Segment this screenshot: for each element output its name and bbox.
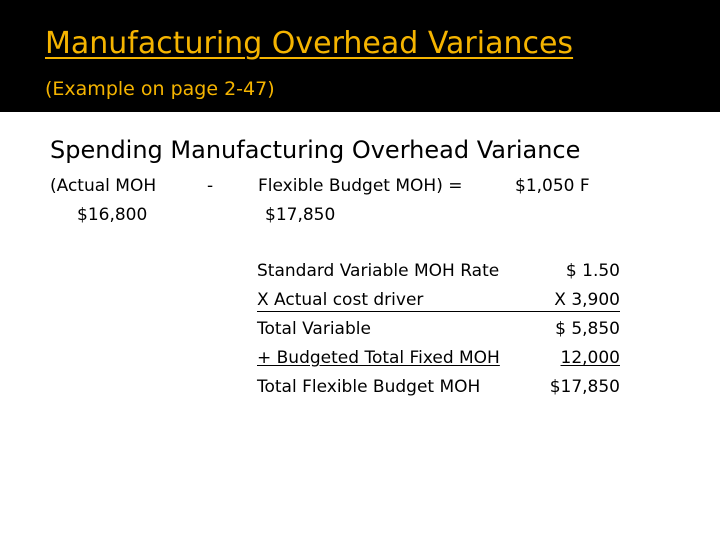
slide-subtitle: (Example on page 2-47) (45, 78, 275, 100)
section-heading: Spending Manufacturing Overhead Variance (50, 136, 581, 164)
underline-rule (257, 311, 620, 312)
breakdown-row-total-variable (257, 319, 620, 341)
flexible-budget-label: Flexible Budget MOH) = (258, 176, 463, 196)
breakdown-row-fixed-moh (257, 348, 620, 370)
breakdown-row-total-flexible (257, 377, 620, 399)
slide-title: Manufacturing Overhead Variances (45, 26, 574, 61)
breakdown-row-cost-driver (257, 290, 620, 312)
variance-result: $1,050 F (515, 176, 590, 196)
breakdown-label: Total Flexible Budget MOH (257, 377, 481, 397)
breakdown-value: $ 1.50 (565, 261, 620, 281)
breakdown-value: $ 5,850 (555, 319, 620, 339)
title-bar (0, 0, 720, 112)
actual-moh-label: (Actual MOH (50, 176, 157, 196)
breakdown-label: + Budgeted Total Fixed MOH (257, 348, 500, 368)
flexible-budget-value: $17,850 (265, 205, 336, 225)
breakdown-label: Standard Variable MOH Rate (257, 261, 500, 281)
breakdown-value: X 3,900 (554, 290, 620, 310)
breakdown-value: $17,850 (549, 377, 620, 397)
actual-moh-value: $16,800 (77, 205, 148, 225)
breakdown-value: 12,000 (560, 348, 620, 368)
breakdown-label: Total Variable (257, 319, 371, 339)
minus-sign: - (207, 176, 214, 196)
breakdown-row-rate (257, 261, 620, 283)
breakdown-label: X Actual cost driver (257, 290, 424, 310)
